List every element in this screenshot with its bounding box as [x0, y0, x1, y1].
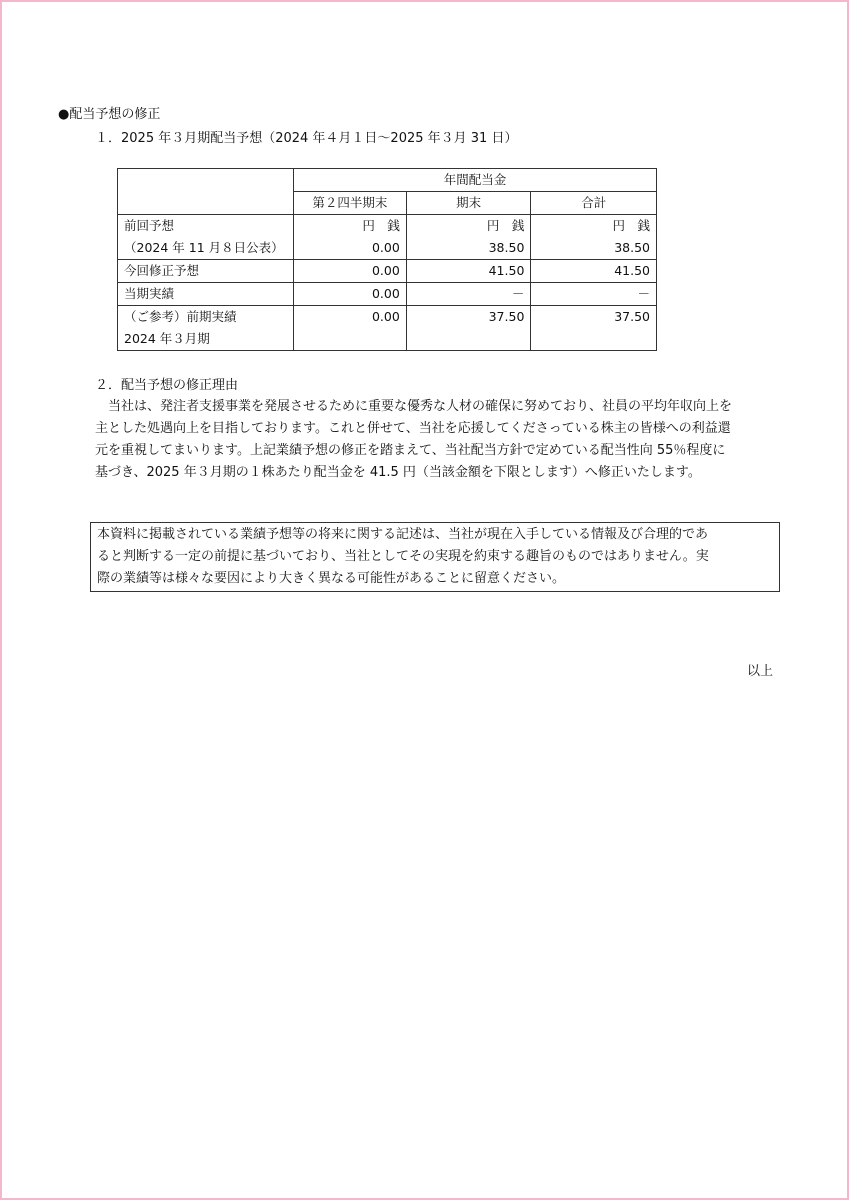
table-row: [118, 260, 657, 283]
table-row: [118, 215, 657, 238]
table-column-row: [118, 192, 657, 215]
unit-cell: 円 銭: [531, 215, 657, 238]
table-cell: [293, 328, 406, 351]
row-label-previous-period: 2024 年３月期: [118, 328, 294, 351]
table-corner-cell: [118, 169, 294, 192]
row-label-current-actual: 当期実績: [118, 283, 294, 306]
table-cell: 38.50: [406, 237, 531, 260]
row-label-announced-date: （2024 年 11 月８日公表）: [118, 237, 294, 260]
reason-line: 主とした処遇向上を目指しております。これと併せて、当社を応援してくださっている株主の皆様への利益還: [95, 421, 731, 436]
col-header-q2: 第２四半期末: [293, 192, 406, 215]
sub-heading-dividend-forecast: １．2025 年３月期配当予想（2024 年４月１日～2025 年３月 31 日）: [95, 131, 518, 146]
table-cell: 37.50: [406, 306, 531, 329]
row-label-revised-forecast: 今回修正予想: [118, 260, 294, 283]
table-row: [118, 283, 657, 306]
table-corner-cell: [118, 192, 294, 215]
reason-line: 元を重視してまいります。上記業績予想の修正を踏まえて、当社配当方針で定めている配当性向 55％程度に: [95, 443, 726, 458]
disclaimer-line: ると判断する一定の前提に基づいており、当社としてその実現を約束する趣旨のものではありません。実: [97, 549, 709, 564]
table-row: [118, 306, 657, 329]
col-header-total: 合計: [531, 192, 657, 215]
table-cell: 0.00: [293, 237, 406, 260]
reason-line: 当社は、発注者支援事業を発展させるために重要な優秀な人材の確保に努めており、社員の平均年収向上を: [95, 399, 733, 414]
disclaimer-line: 際の業績等は様々な要因により大きく異なる可能性があることに留意ください。: [97, 571, 566, 586]
table-row: [118, 328, 657, 351]
revision-reason-paragraph: [95, 396, 785, 484]
table-cell: 41.50: [531, 260, 657, 283]
col-header-year-end: 期末: [406, 192, 531, 215]
annual-dividend-header: 年間配当金: [293, 169, 656, 192]
table-row: [118, 237, 657, 260]
row-label-previous-actual: （ご参考）前期実績: [118, 306, 294, 329]
reason-line: 基づき、2025 年３月期の１株あたり配当金を 41.5 円（当該金額を下限とします）へ修正いたします。: [95, 465, 701, 480]
table-cell: －: [531, 283, 657, 306]
closing-mark: 以上: [746, 664, 773, 679]
table-cell: 38.50: [531, 237, 657, 260]
table-header-row: [118, 169, 657, 192]
table-cell: 0.00: [293, 306, 406, 329]
table-cell: 37.50: [531, 306, 657, 329]
row-label-previous-forecast: 前回予想: [118, 215, 294, 238]
table-cell: 41.50: [406, 260, 531, 283]
table-cell: 0.00: [293, 283, 406, 306]
table-cell: [406, 328, 531, 351]
table-cell: 0.00: [293, 260, 406, 283]
table-cell: －: [406, 283, 531, 306]
disclaimer-line: 本資料に掲載されている業績予想等の将来に関する記述は、当社が現在入手している情報及び合理的であ: [97, 527, 709, 542]
sub-heading-revision-reason: ２．配当予想の修正理由: [95, 378, 239, 393]
section-heading: ●配当予想の修正: [58, 107, 161, 122]
dividend-table: [117, 168, 657, 351]
unit-cell: 円 銭: [406, 215, 531, 238]
unit-cell: 円 銭: [293, 215, 406, 238]
table-cell: [531, 328, 657, 351]
disclaimer-box: [90, 522, 780, 592]
